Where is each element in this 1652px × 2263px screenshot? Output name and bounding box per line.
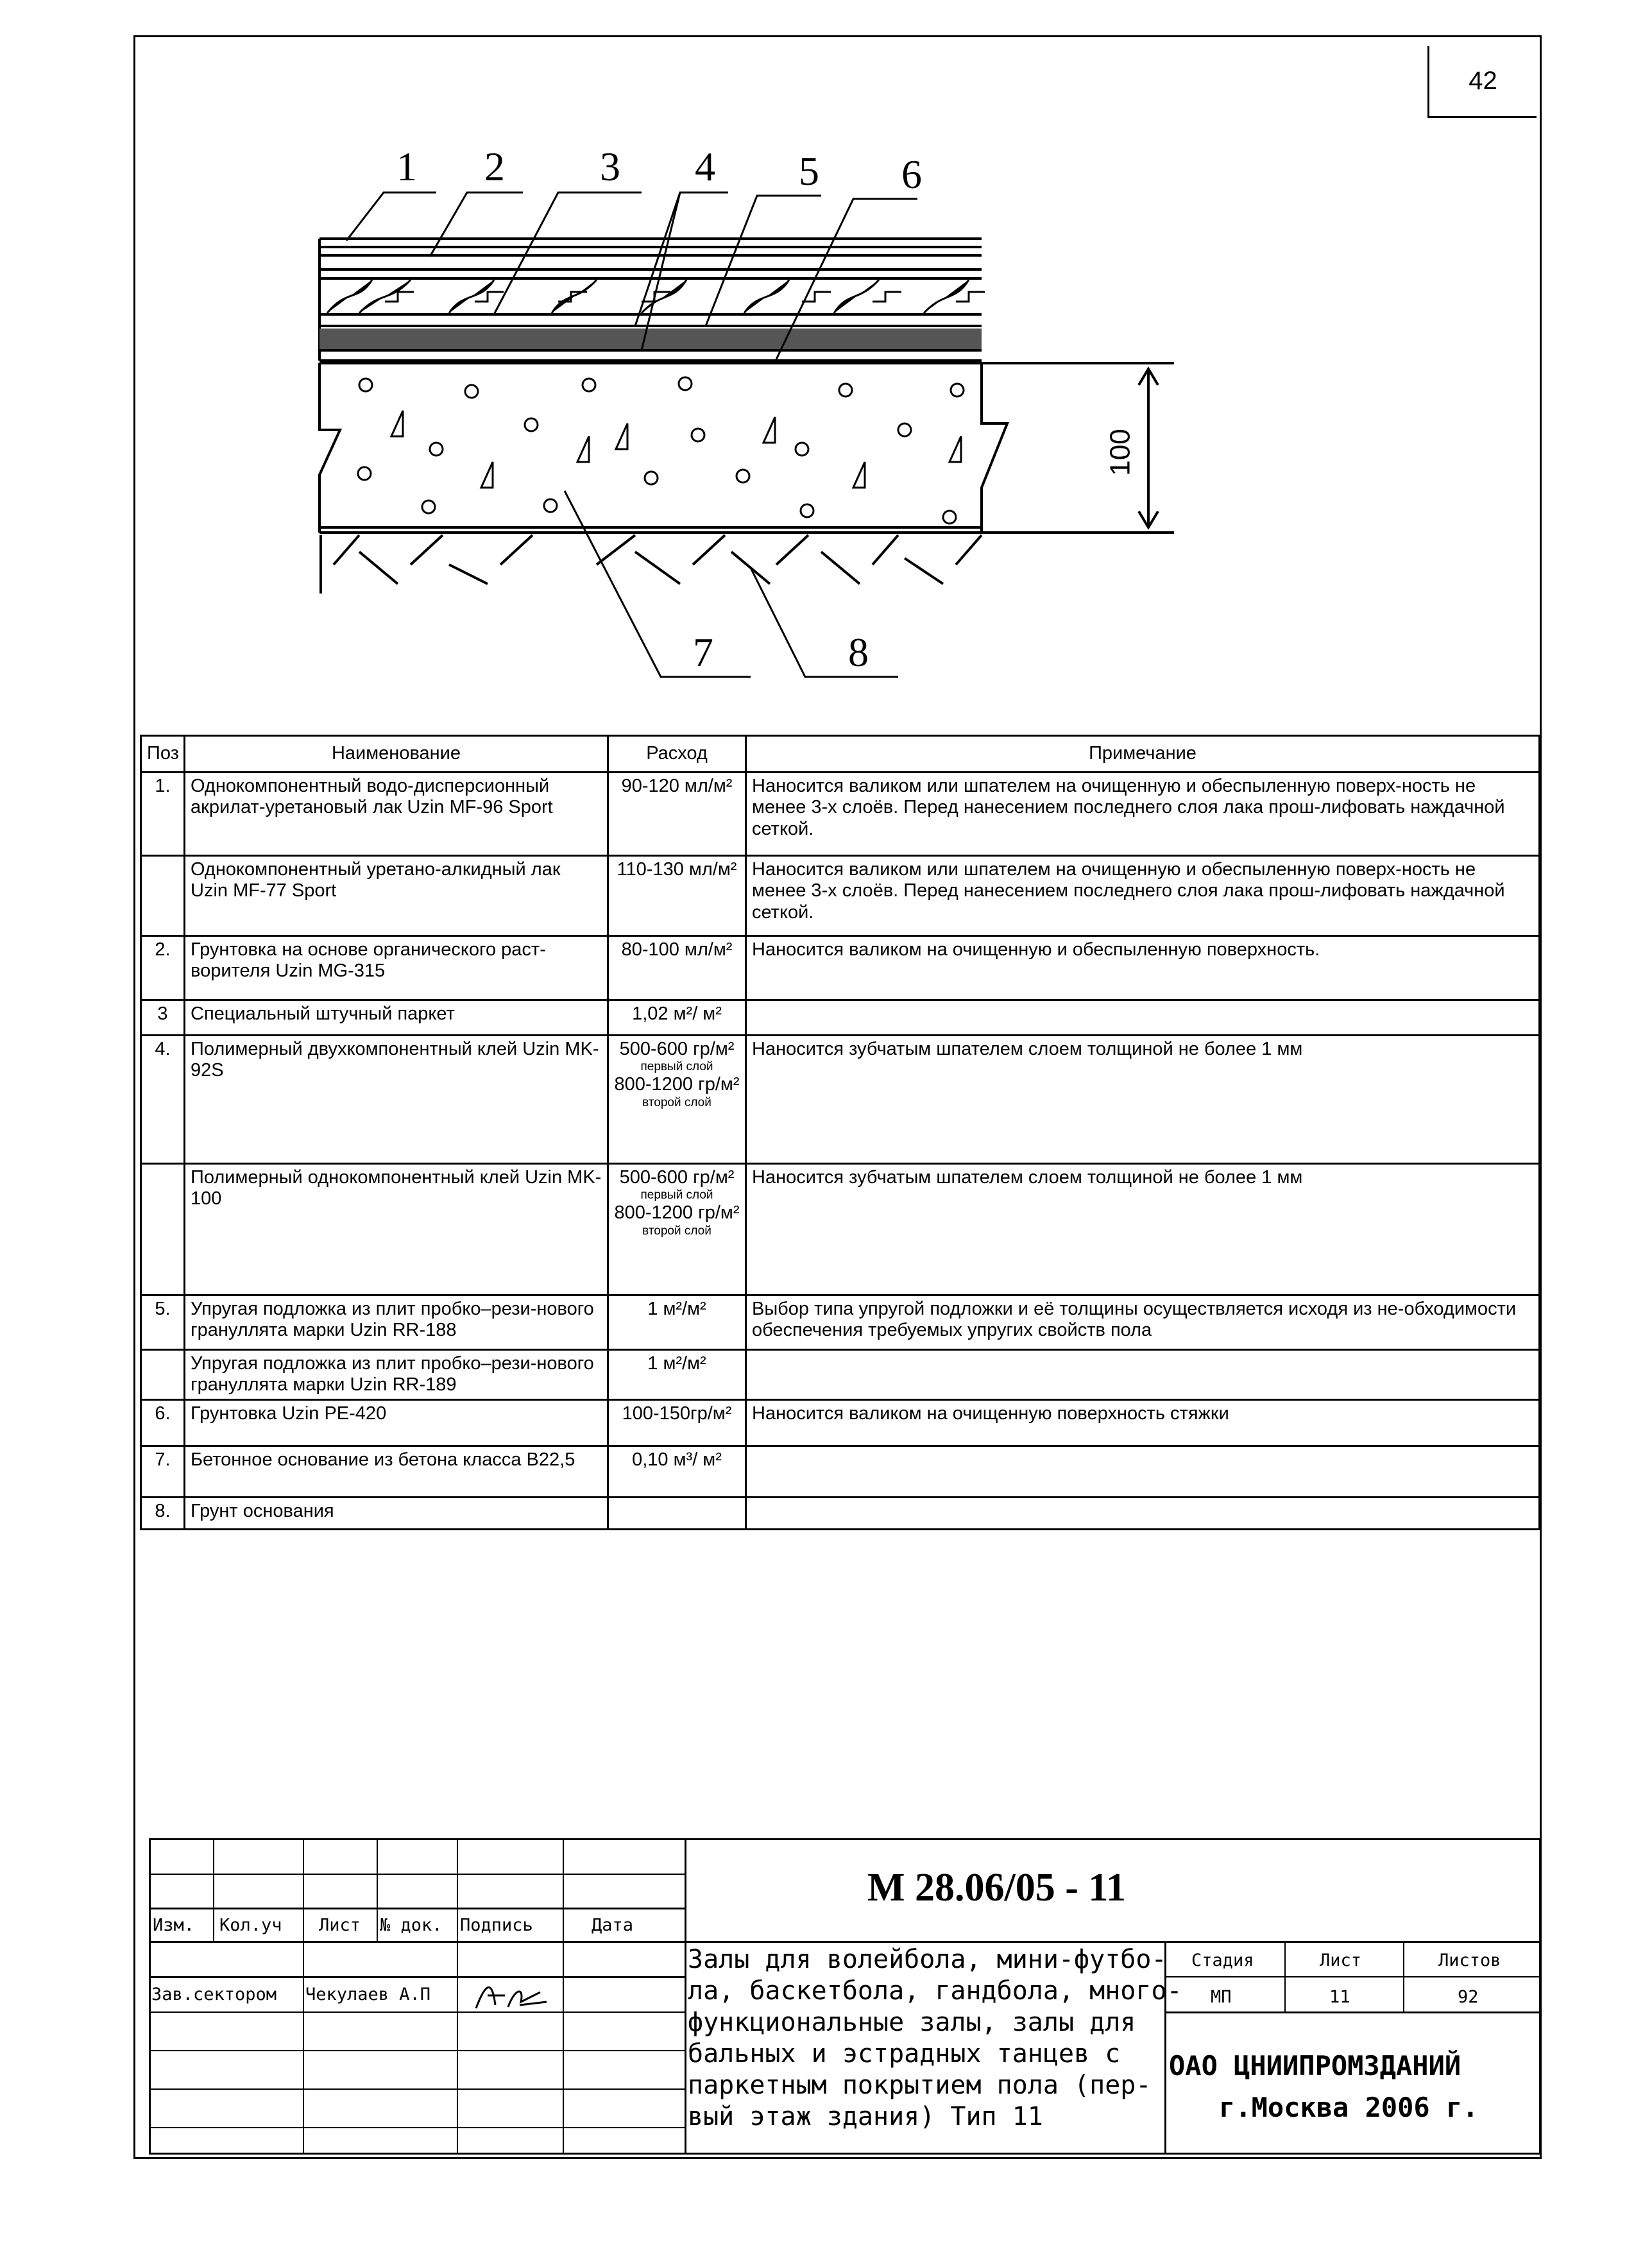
header-rate: Расход: [608, 736, 746, 773]
rate-second: 800-1200 гр/м²: [614, 1074, 740, 1095]
table-row: [141, 1497, 1540, 1529]
rate-first: 500-600 гр/м²: [619, 1167, 735, 1188]
title-block: [149, 1838, 1541, 2159]
row-note: [746, 1497, 1540, 1529]
row-note: [746, 1000, 1540, 1036]
document-title: [688, 1944, 1182, 2133]
row-name: Грунтовка на основе органического раст-ворителя Uzin MG-315: [185, 936, 608, 1000]
organization: ОАО ЦНИИПРОМЗДАНИЙ: [1169, 2050, 1461, 2081]
header-name: Наименование: [185, 736, 608, 773]
row-name: Упругая подложка из плит пробко–рези-нового грануллята марки Uzin RR-189: [185, 1350, 608, 1400]
row-name: Грунт основания: [185, 1497, 608, 1529]
row-name: Грунтовка Uzin PE-420: [185, 1399, 608, 1446]
role-label: Зав.сектором: [151, 1985, 277, 2004]
table-row: [141, 856, 1540, 936]
header-sign: Подпись: [460, 1915, 533, 1935]
header-list: Лист: [319, 1915, 361, 1935]
row-pos: [141, 1164, 185, 1295]
row-rate: 1 м²/м²: [608, 1295, 746, 1350]
row-rate: 80-100 мл/м²: [608, 936, 746, 1000]
row-note: Наносится зубчатым шпателем слоем толщиной не более 1 мм: [746, 1036, 1540, 1164]
header-date: Дата: [592, 1915, 634, 1935]
row-pos: 7.: [141, 1446, 185, 1497]
row-name: Полимерный двухкомпонентный клей Uzin MK-92S: [185, 1036, 608, 1164]
row-pos: 5.: [141, 1295, 185, 1350]
row-pos: 2.: [141, 936, 185, 1000]
person-name: Чекулаев А.П: [305, 1985, 431, 2004]
rate-first: 500-600 гр/м²: [619, 1039, 735, 1059]
rate-first-note: первый слой: [640, 1188, 713, 1202]
header-doc: № док.: [380, 1915, 443, 1935]
row-rate: [608, 1164, 746, 1295]
row-rate: 100-150гр/м²: [608, 1399, 746, 1446]
row-name: Специальный штучный паркет: [185, 1000, 608, 1036]
specification-table: [140, 735, 1540, 1530]
row-name: Однокомпонентный водо-дисперсионный акрилат-уретановый лак Uzin MF-96 Sport: [185, 773, 608, 856]
position-label-7: 7: [693, 629, 713, 675]
row-pos: [141, 1350, 185, 1400]
rate-second-note: второй слой: [642, 1224, 711, 1238]
row-note: [746, 1350, 1540, 1400]
rate-second: 800-1200 гр/м²: [614, 1202, 740, 1224]
row-name: Полимерный однокомпонентный клей Uzin MK-100: [185, 1164, 608, 1295]
row-rate: 1,02 м²/ м²: [608, 1000, 746, 1036]
title-line: ла, баскетбола, гандбола, много-: [688, 1976, 1182, 2006]
table-row: [141, 1399, 1540, 1446]
sheets-label: Листов: [1438, 1951, 1501, 1970]
row-name: Бетонное основание из бетона класса В22,5: [185, 1446, 608, 1497]
row-rate: 0,10 м³/ м²: [608, 1446, 746, 1497]
row-pos: 6.: [141, 1399, 185, 1446]
position-label-5: 5: [799, 148, 819, 194]
floor-section-drawing: [0, 0, 1652, 731]
header-izm: Изм.: [153, 1915, 195, 1935]
sheet-value: 11: [1329, 1987, 1350, 2007]
header-note: Примечание: [746, 736, 1540, 773]
signature: [470, 1976, 559, 2015]
row-note: Выбор типа упругой подложки и её толщины осуществляется исходя из не-обходимости обеспечения требуемых упругих свойств пола: [746, 1295, 1540, 1350]
table-row: [141, 1446, 1540, 1497]
row-note: [746, 1446, 1540, 1497]
position-label-3: 3: [600, 144, 620, 189]
table-row: [141, 1000, 1540, 1036]
row-rate: 1 м²/м²: [608, 1350, 746, 1400]
row-pos: 1.: [141, 773, 185, 856]
row-note: Наносится валиком или шпателем на очищенную и обеспыленную поверх-ность не менее 3-х слоёв. Перед нанесением последнего слоя лака прош-лифовать наждачной сеткой.: [746, 773, 1540, 856]
row-pos: 8.: [141, 1497, 185, 1529]
title-line: функциональные залы, залы для: [688, 2008, 1136, 2037]
title-line: паркетным покрытием пола (пер-: [688, 2071, 1152, 2100]
row-pos: 3: [141, 1000, 185, 1036]
table-row: [141, 1036, 1540, 1164]
table-row: [141, 936, 1540, 1000]
rate-second-note: второй слой: [642, 1095, 711, 1109]
table-row: [141, 1350, 1540, 1400]
row-rate: [608, 1036, 746, 1164]
row-name: Упругая подложка из плит пробко–рези-нового грануллята марки Uzin RR-188: [185, 1295, 608, 1350]
position-label-1: 1: [396, 144, 417, 189]
sheet-number: 42: [1427, 46, 1537, 118]
row-pos: 4.: [141, 1036, 185, 1164]
stage-label: Стадия: [1191, 1951, 1254, 1970]
title-line: бальных и эстрадных танцев с: [688, 2039, 1121, 2069]
table-header-row: [141, 736, 1540, 773]
title-line: Залы для волейбола, мини-футбо-: [688, 1945, 1167, 1974]
row-rate: [608, 1497, 746, 1529]
row-note: Наносится валиком или шпателем на очищенную и обеспыленную поверх-ность не менее 3-х слоёв. Перед нанесением последнего слоя лака прош-лифовать наждачной сеткой.: [746, 856, 1540, 936]
row-rate: 110-130 мл/м²: [608, 856, 746, 936]
title-line: вый этаж здания) Тип 11: [688, 2102, 1043, 2131]
stage-value: МП: [1211, 1987, 1232, 2007]
header-kol: Кол.уч: [219, 1915, 282, 1935]
position-label-6: 6: [901, 151, 922, 197]
position-label-2: 2: [484, 144, 505, 189]
sheets-value: 92: [1458, 1987, 1479, 2007]
header-pos: Поз: [141, 736, 185, 773]
document-code: М 28.06/05 - 11: [867, 1866, 1126, 1909]
sheet-label: Лист: [1320, 1951, 1362, 1970]
row-pos: [141, 856, 185, 936]
dimension-label: 100: [1104, 429, 1136, 476]
position-label-8: 8: [848, 629, 869, 675]
row-note: Наносится зубчатым шпателем слоем толщиной не более 1 мм: [746, 1164, 1540, 1295]
table-row: [141, 1164, 1540, 1295]
row-note: Наносится валиком на очищенную и обеспыленную поверхность.: [746, 936, 1540, 1000]
row-rate: 90-120 мл/м²: [608, 773, 746, 856]
row-name: Однокомпонентный уретано-алкидный лак Uzin MF-77 Sport: [185, 856, 608, 936]
row-note: Наносится валиком на очищенную поверхность стяжки: [746, 1399, 1540, 1446]
table-row: [141, 773, 1540, 856]
rate-first-note: первый слой: [640, 1060, 713, 1074]
table-row: [141, 1295, 1540, 1350]
position-label-4: 4: [695, 144, 715, 189]
city-year: г.Москва 2006 г.: [1219, 2092, 1479, 2123]
